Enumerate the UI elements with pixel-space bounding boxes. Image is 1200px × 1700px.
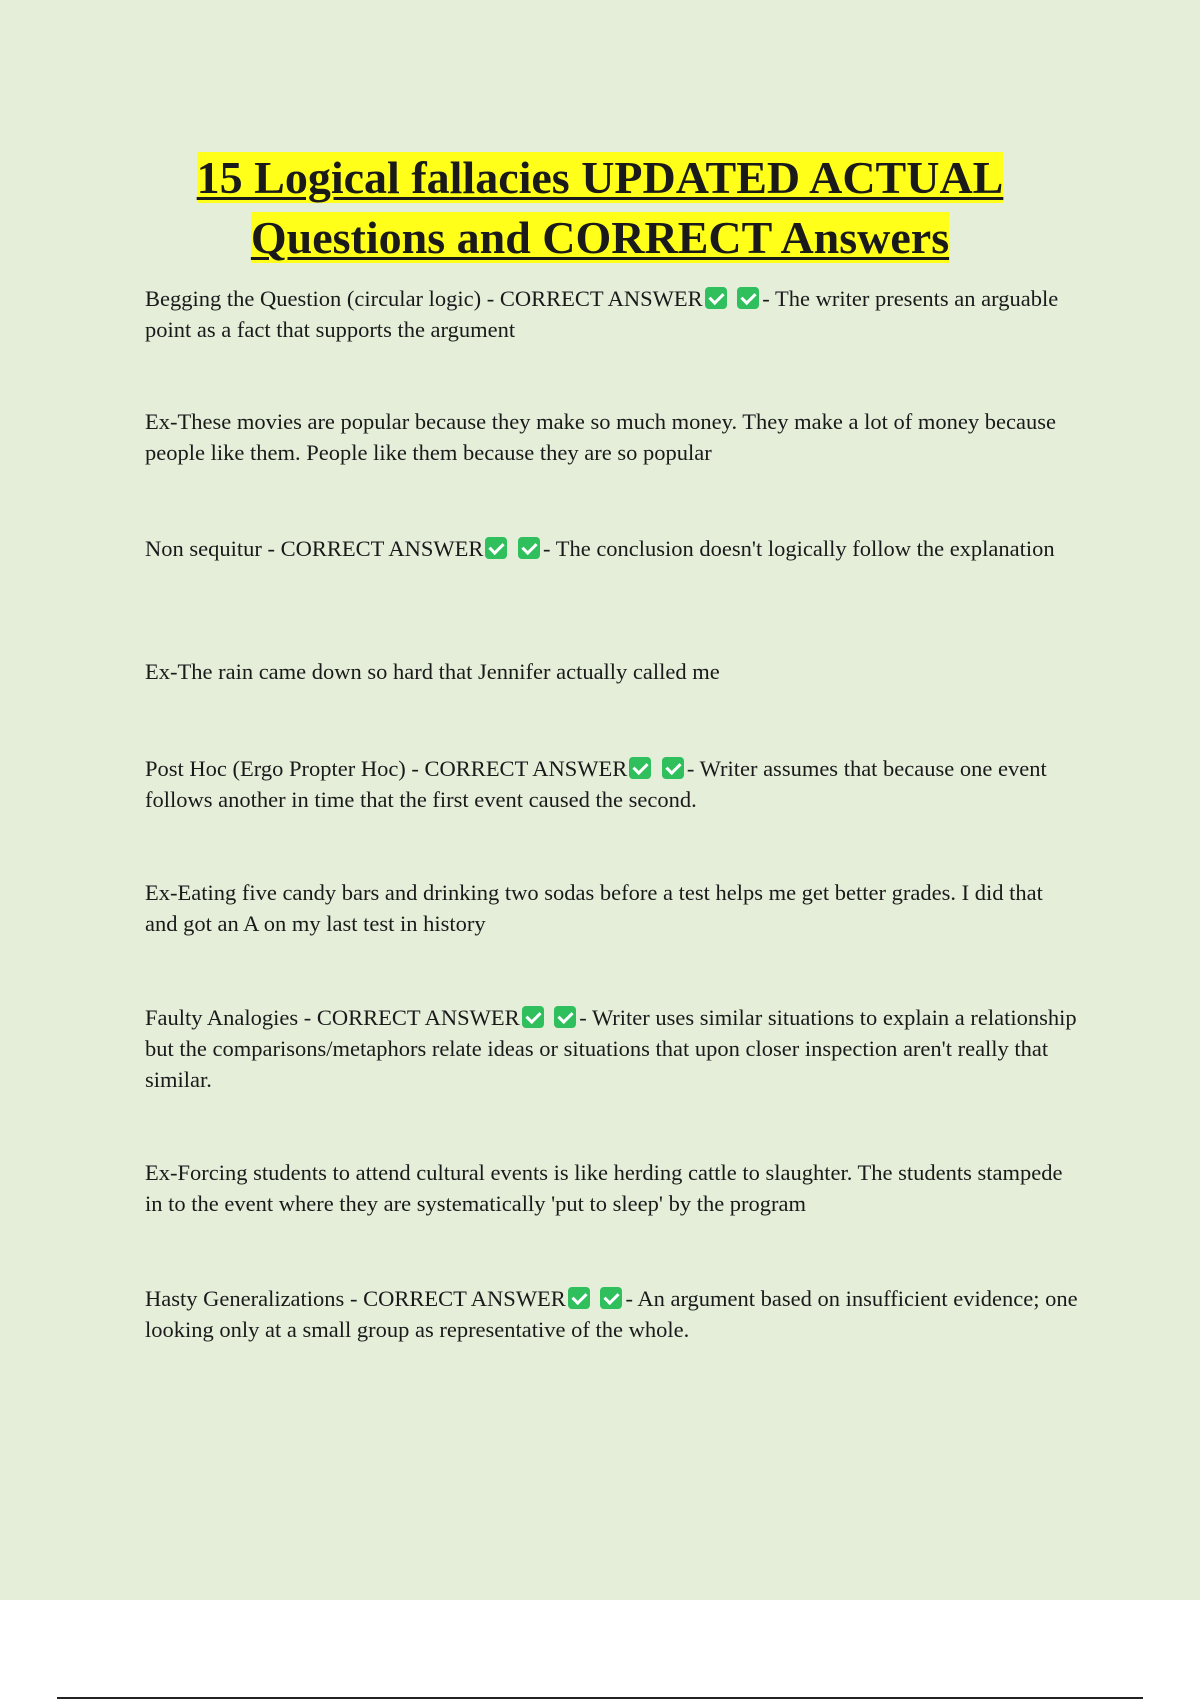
entry-definition: Writer assumes that because one event follows another in time that the first event caused the second. (145, 756, 1047, 812)
check-box-icon (518, 537, 540, 559)
entry-example: Ex-These movies are popular because they make so much money. They make a lot of money because people like them. People like them because they are so popular (145, 409, 1056, 465)
entry-tag: CORRECT ANSWER (316, 1005, 520, 1030)
qa-entry: Non sequitur - CORRECT ANSWER - The conclusion doesn't logically follow the explanation (145, 536, 1055, 561)
qa-entry: Begging the Question (circular logic) - CORRECT ANSWER - The writer presents an arguable point as a fact that supports the argument (145, 286, 1059, 342)
entry-definition: The conclusion doesn't logically follow the explanation (555, 536, 1055, 561)
check-box-icon (554, 1006, 576, 1028)
entry-tag: CORRECT ANSWER (280, 536, 484, 561)
example-entry (145, 656, 1080, 687)
entry-definition: Writer uses similar situations to explain a relationship but the comparisons/metaphors relate ideas or situations that upon closer inspection aren't really that similar. (145, 1005, 1077, 1092)
entry-term: Begging the Question (circular logic) (145, 286, 482, 311)
qa-entry: Faulty Analogies - CORRECT ANSWER - Writer uses similar situations to explain a relationship but the comparisons/metaphors relate ideas or situations that upon closer inspection aren't really that similar. (145, 1005, 1077, 1092)
entry-tag: CORRECT ANSWER (424, 756, 628, 781)
entry-term: Faulty Analogies (145, 1005, 299, 1030)
entry-definition: The writer presents an arguable point as a fact that supports the argument (145, 286, 1059, 342)
example-entry (145, 406, 1080, 468)
check-box-icon (600, 1287, 622, 1309)
check-box-icon (737, 287, 759, 309)
footer-divider (57, 1697, 1143, 1699)
entry-tag: CORRECT ANSWER (363, 1286, 566, 1311)
check-box-icon (568, 1287, 590, 1309)
title-line-1: 15 Logical fallacies UPDATED ACTUAL (196, 152, 1004, 203)
qa-entry: Post Hoc (Ergo Propter Hoc) - CORRECT ANSWER - Writer assumes that because one event follows another in time that the first event caused the second. (145, 756, 1047, 812)
entry-term: Post Hoc (Ergo Propter Hoc) (145, 756, 406, 781)
entry-tag: CORRECT ANSWER (499, 286, 703, 311)
example-entry (145, 877, 1080, 939)
entry-term: Hasty Generalizations (145, 1286, 345, 1311)
entry-example: Ex-The rain came down so hard that Jennifer actually called me (145, 659, 720, 684)
entry-term: Non sequitur (145, 536, 262, 561)
check-box-icon (662, 757, 684, 779)
qa-entry: Hasty Generalizations - CORRECT ANSWER - An argument based on insufficient evidence; one looking only at a small group as representative of the whole. (145, 1286, 1078, 1342)
page-title (0, 148, 1200, 268)
entry-definition: An argument based on insufficient evidence; one looking only at a small group as representative of the whole. (145, 1286, 1078, 1342)
title-line-2: Questions and CORRECT Answers (250, 212, 950, 263)
example-entry (145, 1157, 1080, 1219)
entry-example: Ex-Eating five candy bars and drinking two sodas before a test helps me get better grades. I did that and got an A on my last test in history (145, 880, 1043, 936)
check-box-icon (522, 1006, 544, 1028)
check-box-icon (705, 287, 727, 309)
check-box-icon (629, 757, 651, 779)
check-box-icon (485, 537, 507, 559)
entry-example: Ex-Forcing students to attend cultural events is like herding cattle to slaughter. The students stampede in to the event where they are systematically 'put to sleep' by the program (145, 1160, 1063, 1216)
